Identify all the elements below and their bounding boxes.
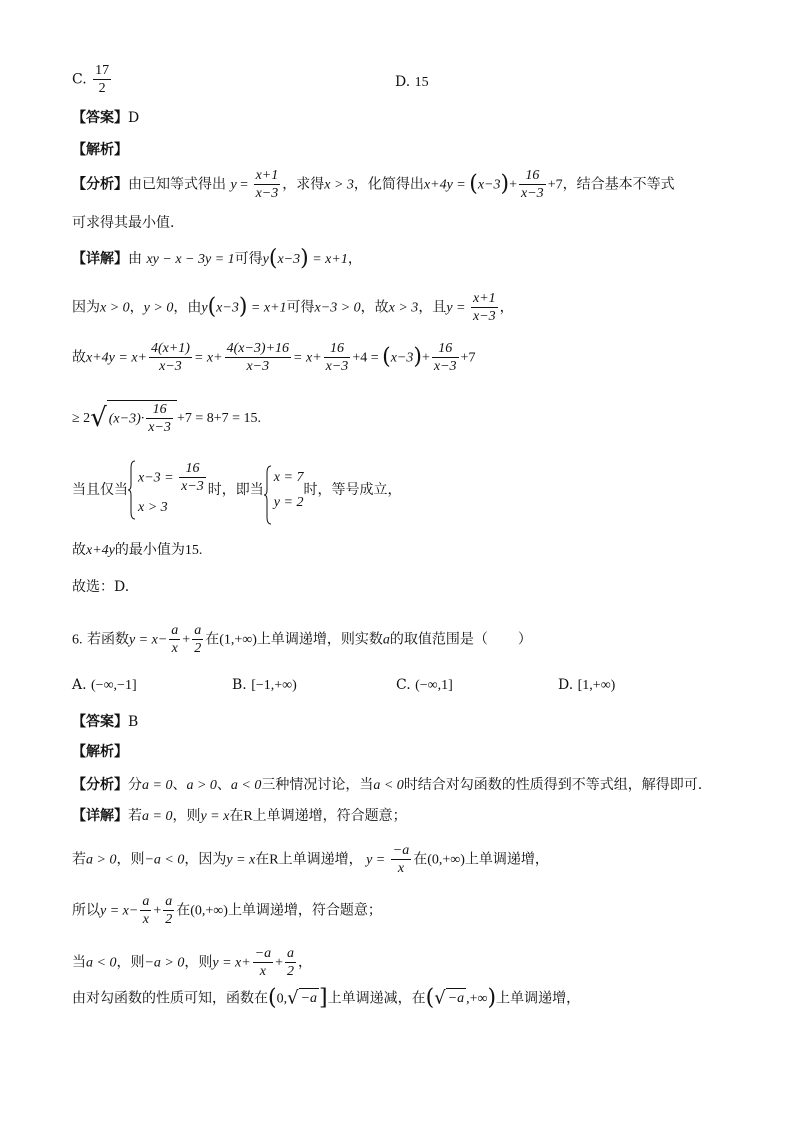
fraction: $\frac{x+1}{x-3}$ [255, 168, 279, 201]
formula: y = x− [128, 632, 168, 648]
answer-value: B [128, 714, 139, 730]
text: ，因为 [184, 851, 227, 868]
xiangjie-tag: 【详解】 [72, 808, 128, 824]
sqrt-body: −a [446, 988, 466, 1009]
text: 可得 [234, 251, 263, 267]
equation-system: x = 7 y = 2 [264, 465, 304, 515]
fraction: $\frac{a}{2}$ [165, 894, 173, 927]
text: 所以 [72, 902, 100, 919]
q6-detail-4: 当a < 0，则−a > 0，则y = x+ $\frac{-a}{x}$ + $\frac{a}{2}$ ， [72, 946, 313, 979]
option-c[interactable] [396, 675, 453, 696]
fraction [93, 62, 111, 97]
sqrt-icon: √ [90, 403, 107, 433]
text: ，化简得出 [353, 176, 424, 193]
q5-detail-3: 故x+4y = x+ $\frac{4(x+1)}{x-3}$ = x+ $\frac{4(x-3)+16}{x-3}$ = x+ $\frac{16}{x-3}$ +4 = (x−3)+ $\frac{16}{x-3}$ +7 [72, 341, 476, 374]
text: 上单调递增，符合题意； [227, 902, 382, 919]
text: ，则 [116, 851, 145, 868]
q5-condition [72, 460, 401, 520]
brace-icon [128, 460, 136, 520]
q6-analysis-heading [72, 742, 128, 762]
text: ，由 [173, 299, 202, 316]
text: 若 [72, 851, 86, 868]
option-label: D. [558, 677, 574, 693]
option-d[interactable] [558, 675, 615, 696]
q5-detail-4: ≥ 2√ (x−3)· $\frac{16}{x-3}$ +7 = 8+7 = 15. [72, 402, 262, 435]
text: ，则 [116, 954, 145, 971]
sqrt-icon: √ [434, 987, 446, 1009]
fraction: $\frac{a}{x}$ [142, 894, 150, 927]
formula: x+4y = x+ [86, 350, 147, 366]
text: ，则 [172, 808, 201, 824]
option-d-prev [395, 72, 429, 93]
text: 、 [172, 777, 187, 793]
text: 在 [176, 902, 191, 919]
option-value: 15 [414, 75, 429, 90]
q5-detail-1: 【详解】由 xy − x − 3y = 1可得y(x−3) = x+1， [72, 246, 362, 271]
text: 时，即当 [207, 482, 264, 498]
fraction: $\frac{16}{x-3}$ [325, 341, 349, 374]
text: 上单调递减，在 [327, 990, 426, 1007]
fraction: $\frac{a}{2}$ [287, 946, 295, 979]
text: ，结合基本不等式 [562, 176, 675, 193]
q6-detail-1: 【详解】若a = 0，则y = x在R上单调递增，符合题意； [72, 808, 407, 824]
text: ，求得 [282, 176, 325, 193]
text: 可得 [286, 299, 315, 316]
sqrt-body: −a [299, 988, 319, 1009]
question-number: 6. [72, 632, 83, 648]
q6-fenxi: 【分析】分a = 0、a > 0、a < 0三种情况讨论，当a < 0时结合对勾函数的性质得到不等式组，解得即可. [72, 777, 703, 793]
fraction: $\frac{16}{x-3}$ [433, 341, 457, 374]
text: 的最小值为 [114, 542, 185, 558]
q6-options [72, 675, 137, 696]
text: 在 [205, 631, 220, 648]
sqrt-icon: √ [287, 987, 299, 1009]
text: 的取值范围是（ [389, 631, 488, 648]
q6-answer [72, 712, 138, 732]
text: 三种情况讨论，当 [261, 777, 374, 793]
option-value: (−∞,−1] [91, 678, 137, 693]
option-value: (−∞,1] [415, 678, 453, 693]
text: 故 [72, 542, 86, 558]
option-label: C. [396, 677, 411, 693]
interval: (1,+∞) [219, 632, 257, 648]
text: 上单调递增，则实数 [256, 631, 383, 648]
formula: y [262, 252, 269, 267]
option-value: [−1,+∞) [251, 678, 297, 693]
answer-tag: 【答案】 [72, 110, 128, 126]
option-c-prev [72, 62, 113, 97]
brace-icon [264, 465, 272, 525]
text: 由已知等式得出 [128, 176, 226, 193]
fenxi-tag: 【分析】 [72, 777, 128, 793]
q6-detail-3: 所以y = x− $\frac{a}{x}$ + $\frac{a}{2}$ 在(0,+∞)上单调递增，符合题意； [72, 894, 382, 927]
formula: = [236, 177, 252, 193]
text: 故 [72, 349, 86, 366]
text: 分 [128, 777, 142, 793]
q5-fenxi: 【分析】由已知等式得出 y = $\frac{x+1}{x-3}$ ，求得x > 3，化简得出x+4y = (x−3)+ $\frac{16}{x-3}$ +7，结合基本不等式 [72, 168, 675, 201]
text: 若函数 [86, 631, 129, 648]
text: 在 [413, 851, 428, 868]
fraction: $\frac{16}{x-3}$ [521, 168, 544, 201]
text: 当且仅当 [72, 482, 128, 498]
q5-answer [72, 108, 139, 128]
option-label: C. [72, 71, 87, 88]
text: ， [298, 954, 313, 971]
formula: x+4y = [423, 177, 470, 193]
q6-detail-5: 由对勾函数的性质可知，函数在(0,√ −a]上单调递减，在(√ −a ,+∞)上单调递增， [72, 985, 581, 1011]
q6-detail-2: 若a > 0，则−a < 0，因为y = x在R上单调递增， y = $\frac{-a}{x}$ 在(0,+∞)上单调递增， [72, 843, 549, 876]
text: 可求得其最小值. [72, 215, 175, 231]
answer-value: D [128, 110, 140, 126]
fraction: $\frac{-a}{x}$ [254, 946, 272, 979]
option-a[interactable] [72, 677, 137, 693]
text: 上单调递增， [464, 851, 549, 868]
fraction: $\frac{-a}{x}$ [392, 843, 410, 876]
answer-tag: 【答案】 [72, 714, 128, 730]
q5-analysis-heading [72, 140, 128, 160]
text: 若 [128, 808, 142, 824]
formula: xy − x − 3y = 1 [146, 252, 235, 267]
text: 时，等号成立， [303, 482, 402, 498]
text: ，且 [418, 299, 447, 316]
denominator: 2 [98, 81, 106, 96]
numerator: 17 [95, 63, 110, 78]
fraction: $\frac{4(x+1)}{x-3}$ [150, 341, 190, 374]
option-label: A. [72, 677, 87, 693]
fraction: $\frac{x+1}{x-3}$ [472, 291, 496, 324]
formula: x > 0 [100, 300, 130, 316]
sqrt-body: (x−3)· $\frac{16}{x-3}$ [107, 400, 177, 436]
formula: x+4y [86, 543, 115, 558]
value: 15. [184, 543, 203, 558]
text: ，则 [184, 954, 213, 971]
option-label: D. [395, 74, 411, 90]
fenxi-tag: 【分析】 [72, 176, 128, 193]
fraction: $\frac{a}{x}$ [171, 623, 179, 656]
text: 上单调递增，符合题意； [252, 808, 407, 824]
q6-stem: 6. 若函数y = x− $\frac{a}{x}$ + $\frac{a}{2}$ 在(1,+∞)上单调递增，则实数a的取值范围是（ ） [72, 623, 532, 656]
text: 在 [229, 808, 244, 824]
equation-system: x−3 = $\frac{16}{x-3}$ x > 3 [128, 460, 208, 520]
formula: ≥ 2 [72, 411, 91, 426]
analysis-tag: 【解析】 [72, 744, 128, 760]
text: 在 [255, 851, 270, 868]
text: 上单调递增， [278, 851, 363, 868]
q5-choose [72, 577, 129, 597]
text: 上单调递增， [496, 990, 581, 1007]
q5-fenxi-cont [72, 213, 174, 233]
formula: x > 3 [324, 177, 354, 193]
xiangjie-tag: 【详解】 [72, 251, 128, 267]
option-label: B. [232, 677, 247, 693]
text: ，故 [360, 299, 389, 316]
text: 因为 [72, 299, 100, 316]
analysis-tag: 【解析】 [72, 142, 128, 158]
option-b[interactable] [232, 675, 297, 696]
text: 由 [128, 251, 142, 267]
q5-detail-2: 因为x > 0，y > 0，由y(x−3) = x+1可得x−3 > 0，故x > 3，且y = $\frac{x+1}{x-3}$ ， [72, 291, 514, 324]
text: ） [517, 631, 532, 648]
text: 时结合对勾函数的性质得到不等式组，解得即可. [403, 777, 703, 793]
option-value: [1,+∞) [577, 678, 616, 693]
q5-min [72, 540, 202, 561]
text: 由对勾函数的性质可知，函数在 [72, 990, 268, 1007]
text: 故选：D. [72, 579, 130, 595]
text: 当 [72, 954, 86, 971]
formula: y [230, 177, 237, 193]
fraction: $\frac{4(x-3)+16}{x-3}$ [226, 341, 290, 374]
fraction: $\frac{a}{2}$ [194, 623, 202, 656]
